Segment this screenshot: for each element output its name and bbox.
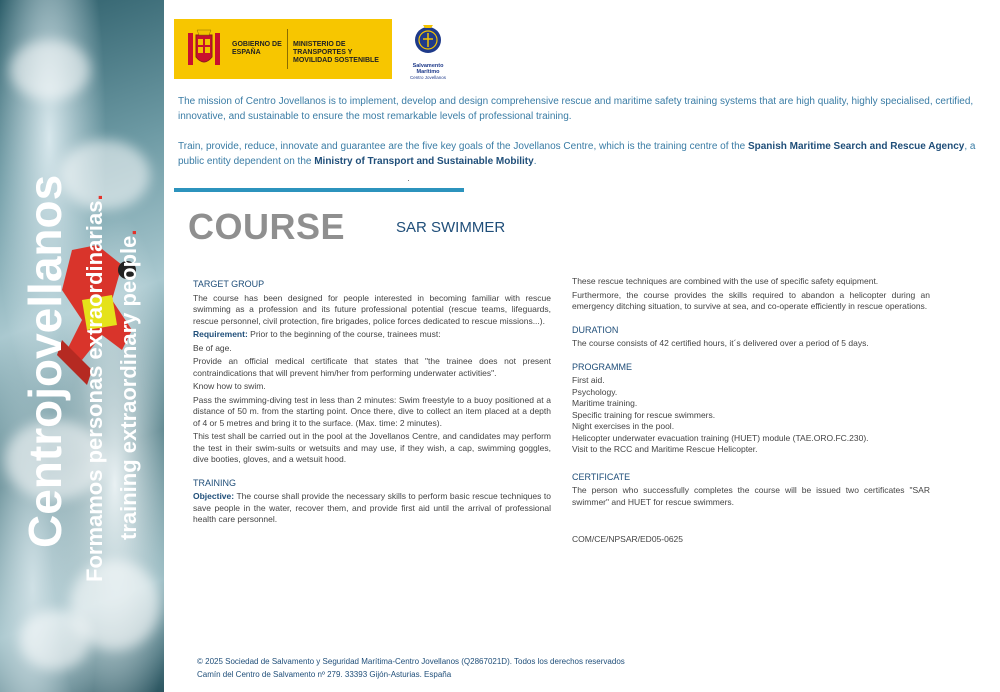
course-name: SAR SWIMMER — [396, 219, 506, 236]
ministry-text: MINISTERIO DE TRANSPORTES Y MOVILIDAD SOSTENIBLE — [293, 41, 379, 64]
equipment-text: These rescue techniques are combined with the use of specific safety equipment. — [572, 276, 879, 286]
decor-dot — [408, 180, 409, 181]
right-column — [572, 276, 930, 546]
brand-vertical: Centrojovellanos — [19, 174, 71, 548]
section-divider — [174, 188, 464, 192]
logo-divider — [287, 29, 288, 69]
objective-text: Objective: The course shall provide the necessary skills to perform basic rescue techniques to save people in the water, recover them, and provide first aid until the arrival of professional health care personnel. — [193, 491, 551, 524]
salvamento-maritimo-logo — [404, 22, 452, 80]
side-photo-banner — [0, 0, 164, 692]
target-group-text: The course has been designed for people interested in becoming familiar with rescue swimming as a profession and its future professional potential (rescue teams, lifeguards, rescue personnel, civil protection, fire brigades, police forces dedicated to rescue missions...). — [193, 292, 551, 326]
certificate-text: The person who successfully completes the course will be issued two certificates "SAR swimmer" and HUET for rescue swimmers. — [572, 485, 930, 507]
duration-text: The course consists of 42 certified hours, it´s delivered over a period of 5 days. — [572, 338, 869, 348]
requirement-item: Provide an official medical certificate that states that "the trainee does not present contraindications that will prevent him/her from performing underwater activities". — [193, 356, 551, 378]
programme-item: Maritime training. — [572, 398, 638, 408]
programme-item: Night exercises in the pool. — [572, 421, 675, 431]
certificate-heading: CERTIFICATE — [572, 471, 631, 482]
requirement-item: This test shall be carried out in the pool at the Jovellanos Centre, and candidates may perform the test in their swim-suits or wetsuits and may use, if they wish, a cap, swimming goggles, dive booties, gloves, and a wetsuit hood. — [193, 431, 551, 464]
copyright-text: © 2025 Sociedad de Salvamento y Seguridad Marítima-Centro Jovellanos (Q2867021D). Todos los derechos reservados — [197, 657, 625, 666]
requirement-item: Pass the swimming-diving test in less than 2 minutes: Swim freestyle to a buoy positioned at a distance of 50 m. from the starting point. Once there, dive to collect an item placed at a depth of 4 or 5 metres and bring it to the surface. (Max. time: 2 minutes). — [193, 394, 551, 428]
agency-name: Spanish Maritime Search and Rescue Agency — [747, 141, 965, 152]
mission-paragraph: The mission of Centro Jovellanos is to implement, develop and design comprehensive rescue and maritime safety training systems that are high quality, highly specialised, certified, innovative, and sustainable to ensure the most remarkable levels of professional training. — [178, 96, 974, 122]
programme-list — [572, 375, 930, 456]
tagline-es-vertical: Formamos personas extraordinarias. — [82, 194, 107, 582]
target-group-heading: TARGET GROUP — [193, 279, 265, 289]
salvamento-sub: Centro Jovellanos — [409, 75, 447, 80]
tagline-en-vertical: training extraordinary people. — [116, 229, 141, 540]
footer — [197, 655, 625, 681]
training-heading: TRAINING — [193, 477, 237, 488]
address-text: Camín del Centro de Salvamento nº 279. 33393 Gijón-Asturias. España — [197, 670, 452, 679]
requirement-intro: Requirement: Prior to the beginning of the course, trainees must: — [193, 329, 441, 339]
requirement-item: Know how to swim. — [193, 381, 266, 391]
requirement-item: Be of age. — [193, 342, 232, 353]
ministry-name: Ministry of Transport and Sustainable Mobility — [314, 156, 534, 167]
programme-item: Helicopter underwater evacuation training (HUET) module (TAE.ORO.FC.230). — [572, 432, 869, 443]
left-column — [193, 279, 551, 528]
duration-heading: DURATION — [572, 324, 619, 335]
programme-item: Specific training for rescue swimmers. — [572, 409, 716, 420]
course-title: COURSE — [188, 206, 346, 247]
programme-item: First aid. — [572, 375, 605, 385]
gobierno-logo — [174, 19, 392, 79]
salvamento-emblem-icon — [413, 22, 443, 56]
programme-item: Psychology. — [572, 386, 618, 397]
programme-item: Visit to the RCC and Maritime Rescue Helicopter. — [572, 444, 758, 454]
goals-paragraph: Train, provide, reduce, innovate and guarantee are the five key goals of the Jovellanos Centre, which is the training centre of the Spanish Maritime Search and Rescue Agency, a public entity dependent on the Ministry of Transport and Sustainable Mobility. — [178, 141, 976, 167]
gobierno-text: GOBIERNO DE ESPAÑA — [232, 41, 282, 56]
document-code: COM/CE/NPSAR/ED05-0625 — [572, 534, 684, 544]
programme-heading: PROGRAMME — [572, 361, 633, 372]
salvamento-name: Salvamento Marítimo — [412, 63, 444, 75]
helicopter-text: Furthermore, the course provides the skills required to abandon a helicopter during an emergency ditching situation, to survive at sea, and co-operate efficiently in rescue operations. — [572, 289, 930, 311]
coat-of-arms-icon — [184, 27, 224, 71]
